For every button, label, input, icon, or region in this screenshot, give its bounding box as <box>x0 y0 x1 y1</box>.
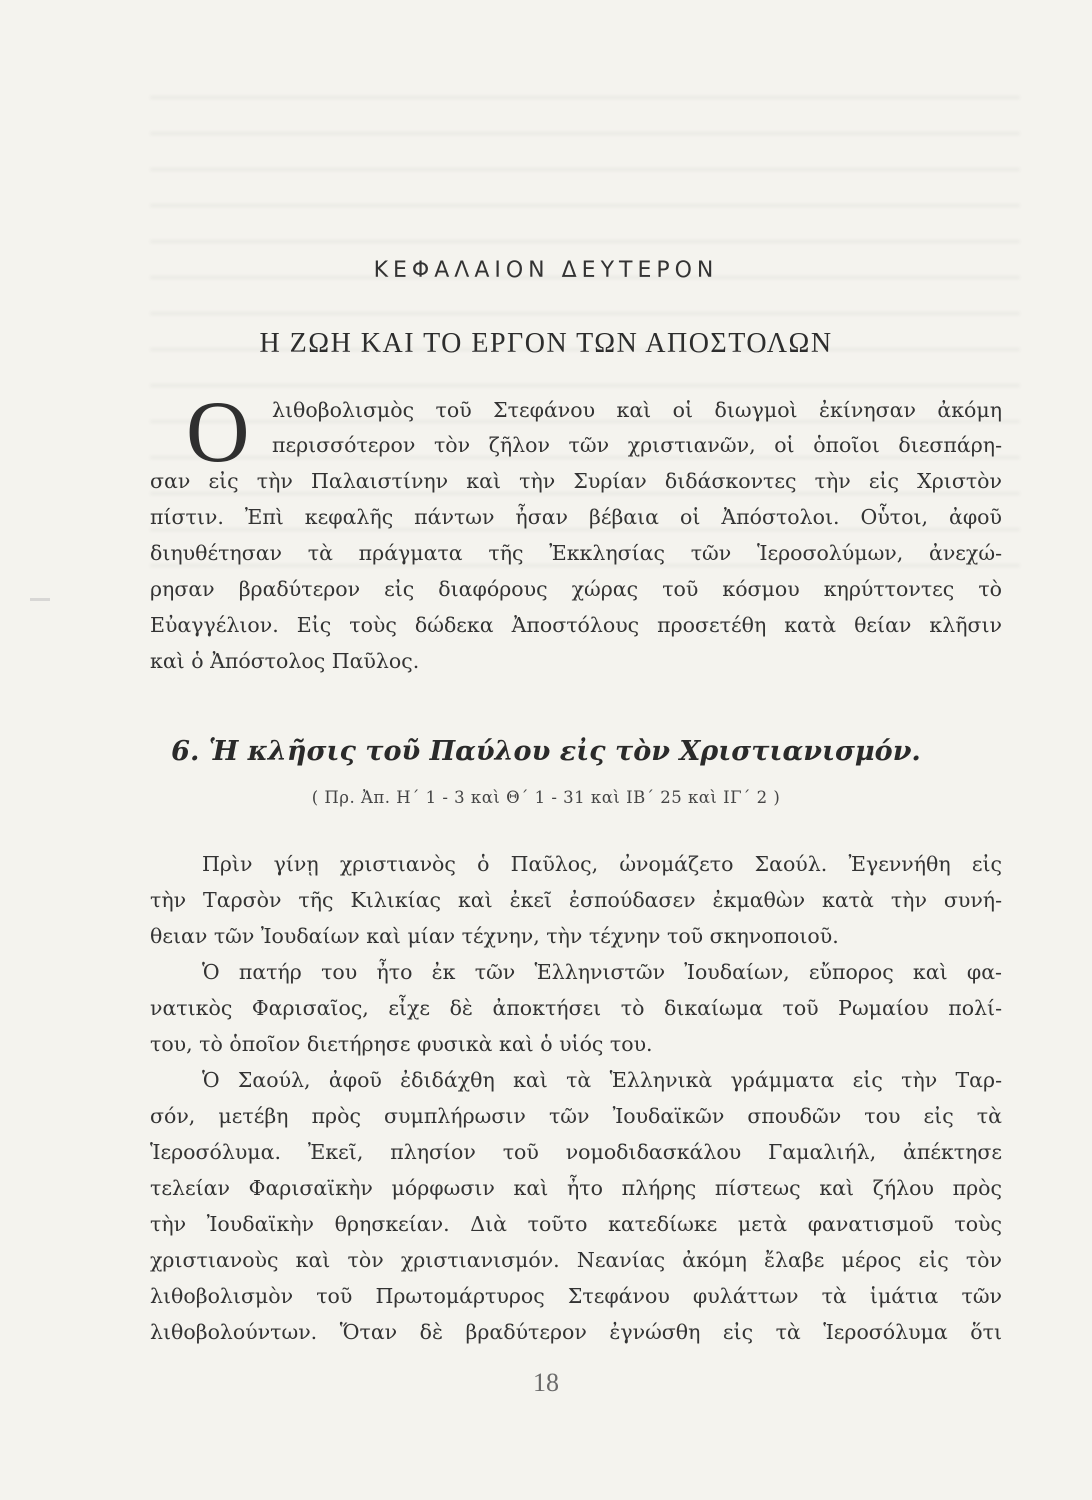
body-line: χριστιανοὺς καὶ τὸν χριστιανισμόν. Νεανίας ἀκόμη ἔλαβε μέρος εἰς τὸν <box>150 1248 1002 1272</box>
intro-line: σαν εἰς τὴν Παλαιστίνην καὶ τὴν Συρίαν διδάσκοντες τὴν εἰς Χριστὸν <box>150 469 1002 493</box>
intro-line: λιθοβολισμὸς τοῦ Στεφάνου καὶ οἱ διωγμοὶ ἐκίνησαν ἀκόμη <box>272 398 1002 422</box>
intro-line: διηυθέτησαν τὰ πράγματα τῆς Ἐκκλησίας τῶν Ἱεροσολύμων, ἀνεχώ- <box>150 541 1002 565</box>
intro-line: καὶ ὁ Ἀπόστολος Παῦλος. <box>150 649 420 673</box>
body-line: θειαν τῶν Ἰουδαίων καὶ μίαν τέχνην, τὴν τέχνην τοῦ σκηνοποιοῦ. <box>150 924 839 948</box>
body-line: Ὁ Σαούλ, ἀφοῦ ἐδιδάχθη καὶ τὰ Ἑλληνικὰ γράμματα εἰς τὴν Ταρ- <box>202 1068 1002 1092</box>
body-line: νατικὸς Φαρισαῖος, εἶχε δὲ ἀποκτήσει τὸ δικαίωμα τοῦ Ρωμαίου πολί- <box>150 996 1002 1020</box>
body-line: λιθοβολούντων. Ὅταν δὲ βραδύτερον ἐγνώσθη εἰς τὰ Ἱεροσόλυμα ὅτι <box>150 1320 1002 1344</box>
body-line: λιθοβολισμὸν τοῦ Πρωτομάρτυρος Στεφάνου φυλάττων τὰ ἱμάτια τῶν <box>150 1284 1002 1308</box>
margin-mark <box>30 598 50 601</box>
body-line: τὴν Ἰουδαϊκὴν θρησκείαν. Διὰ τοῦτο κατεδίωκε μετὰ φανατισμοῦ τοὺς <box>150 1212 1002 1236</box>
section-heading: 6. Ἡ κλῆσις τοῦ Παύλου εἰς τὸν Χριστιανισμόν. <box>171 736 921 767</box>
body-line: τὴν Ταρσὸν τῆς Κιλικίας καὶ ἐκεῖ ἐσπούδασεν ἐκμαθὼν κατὰ τὴν συνή- <box>150 888 1002 912</box>
scripture-reference: ( Πρ. Ἀπ. Η΄ 1 - 3 καὶ Θ΄ 1 - 31 καὶ ΙΒ΄ 25 καὶ ΙΓ΄ 2 ) <box>311 788 781 807</box>
intro-line: ρησαν βραδύτερον εἰς διαφόρους χώρας τοῦ κόσμου κηρύττοντες τὸ <box>150 577 1002 601</box>
body-line: σόν, μετέβη πρὸς συμπλήρωσιν τῶν Ἰουδαϊκῶν σπουδῶν του εἰς τὰ <box>150 1104 1002 1128</box>
body-line: Ὁ πατήρ του ἦτο ἐκ τῶν Ἑλληνιστῶν Ἰουδαίων, εὔπορος καὶ φα- <box>202 960 1002 984</box>
intro-line: πίστιν. Ἐπὶ κεφαλῆς πάντων ἦσαν βέβαια οἱ Ἀπόστολοι. Οὗτοι, ἀφοῦ <box>150 505 1002 529</box>
body-line: Ἱεροσόλυμα. Ἐκεῖ, πλησίον τοῦ νομοδιδασκάλου Γαμαλιήλ, ἀπέκτησε <box>150 1140 1002 1164</box>
chapter-heading: ΚΕΦΑΛΑΙΟΝ ΔΕΥΤΕΡΟΝ <box>373 258 719 283</box>
intro-line: περισσότερον τὸν ζῆλον τῶν χριστιανῶν, οἱ ὁποῖοι διεσπάρη- <box>272 433 1002 457</box>
body-line: τελείαν Φαρισαϊκὴν μόρφωσιν καὶ ἦτο πλήρης πίστεως καὶ ζήλου πρὸς <box>150 1176 1002 1200</box>
body-line: Πρὶν γίνῃ χριστιανὸς ὁ Παῦλος, ὠνομάζετο Σαούλ. Ἐγεννήθη εἰς <box>202 852 1002 876</box>
drop-cap: Ο <box>186 384 250 481</box>
page-number: 18 <box>533 1368 559 1397</box>
body-line: του, τὸ ὁποῖον διετήρησε φυσικὰ καὶ ὁ υἱός του. <box>150 1032 653 1056</box>
chapter-title: Η ΖΩΗ ΚΑΙ ΤΟ ΕΡΓΟΝ ΤΩΝ ΑΠΟΣΤΟΛΩΝ <box>259 328 833 359</box>
intro-line: Εὐαγγέλιον. Εἰς τοὺς δώδεκα Ἀποστόλους προσετέθη κατὰ θείαν κλῆσιν <box>150 613 1002 637</box>
